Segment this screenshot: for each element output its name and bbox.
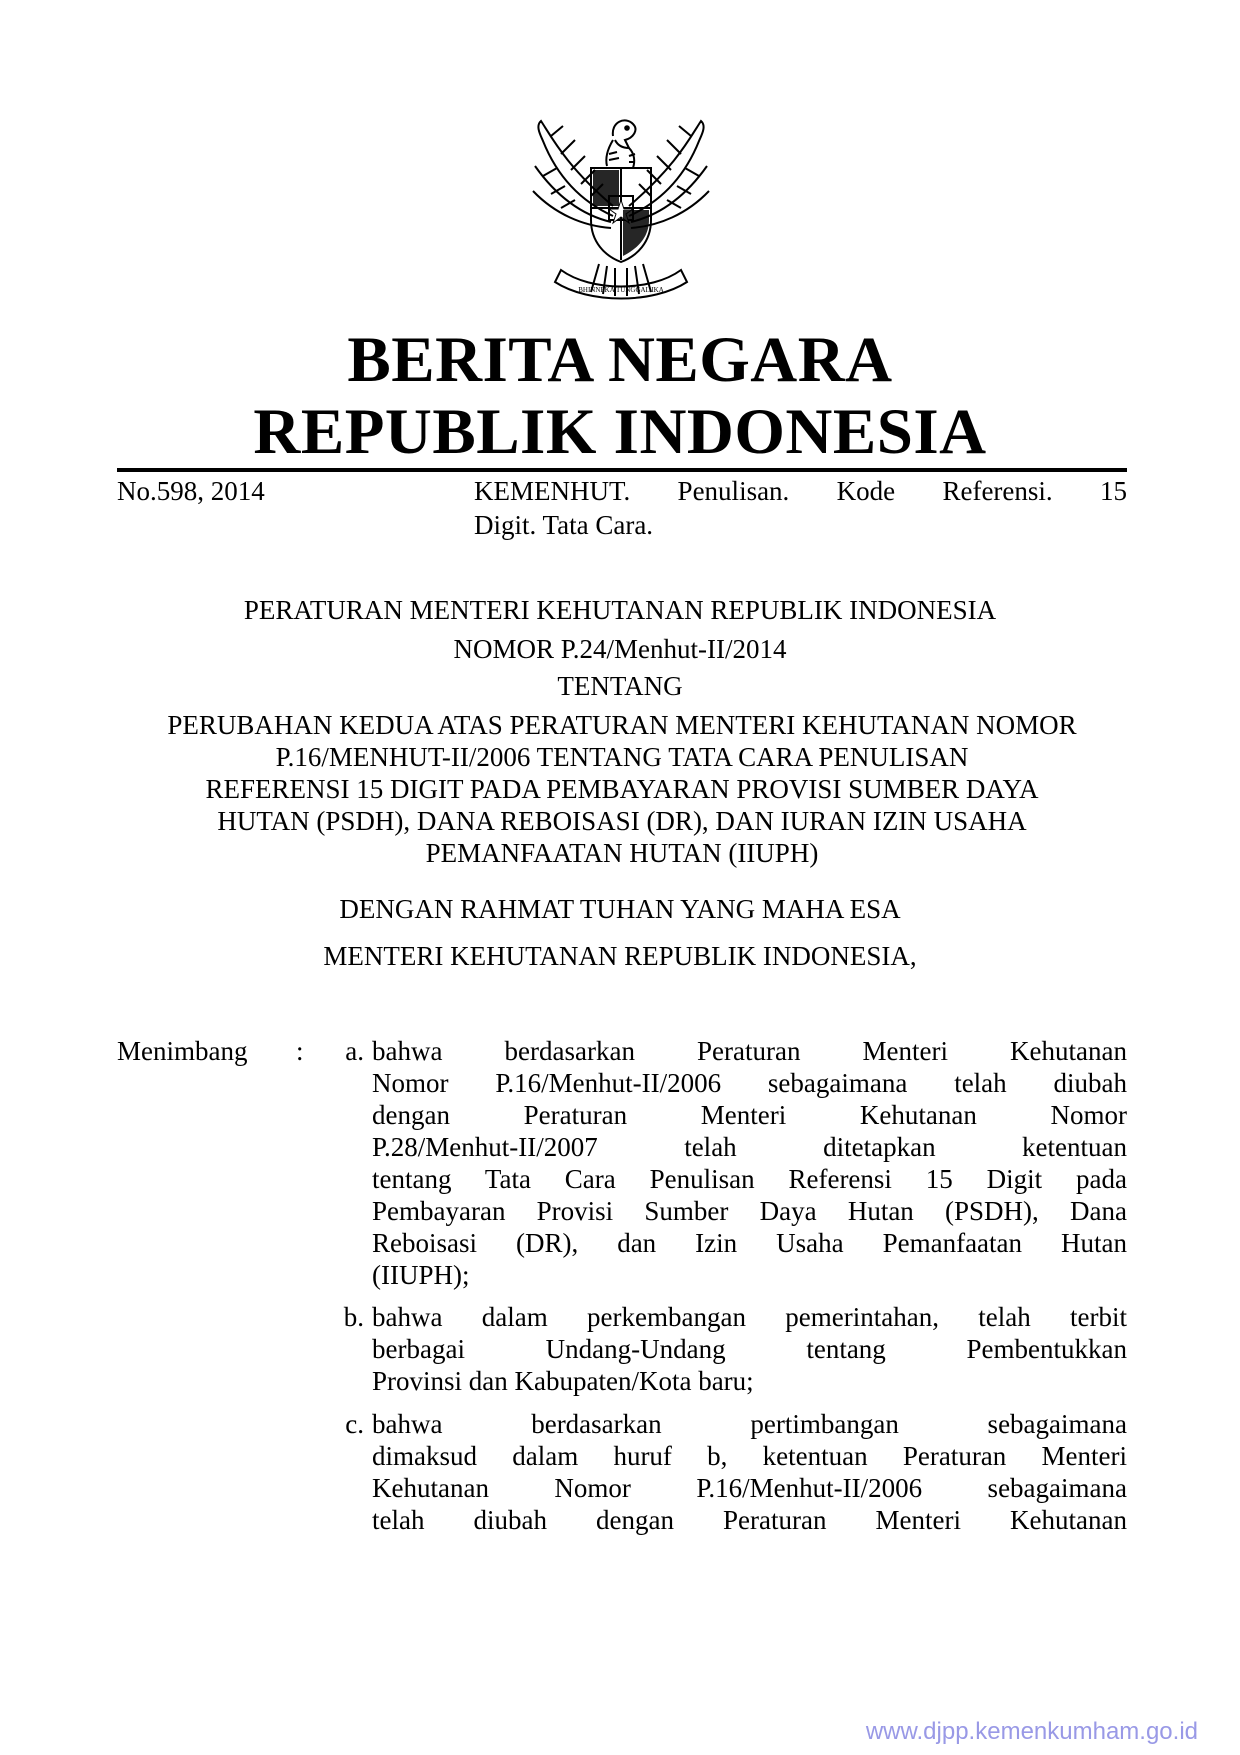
paragraph-line: bahwa dalam perkembangan pemerintahan, telah terbit <box>372 1302 1127 1332</box>
paragraph-line: Reboisasi (DR), dan Izin Usaha Pemanfaatan Hutan <box>372 1228 1127 1258</box>
item-marker: b. <box>343 1302 364 1332</box>
masthead-subtitle: REPUBLIK INDONESIA <box>253 396 987 468</box>
issue-subject-line: KEMENHUT. Penulisan. Kode Referensi. 15 <box>474 476 1127 506</box>
invocation: DENGAN RAHMAT TUHAN YANG MAHA ESA <box>339 894 901 924</box>
paragraph-line: bahwa berdasarkan pertimbangan sebagaimana <box>372 1409 1127 1439</box>
paragraph-line: P.28/Menhut-II/2007 telah ditetapkan ketentuan <box>372 1132 1127 1162</box>
item-marker: c. <box>345 1409 364 1439</box>
consideration-item-a <box>372 1035 1127 1291</box>
paragraph-line: Provinsi dan Kabupaten/Kota baru; <box>372 1366 754 1396</box>
masthead-divider <box>117 468 1127 472</box>
regulation-title-line: P.16/MENHUT-II/2006 TENTANG TATA CARA PENULISAN <box>275 742 969 772</box>
regulation-title-line: PEMANFAATAN HUTAN (IIUPH) <box>425 838 819 868</box>
regulation-title-line: HUTAN (PSDH), DANA REBOISASI (DR), DAN IURAN IZIN USAHA <box>217 806 1027 836</box>
item-marker: a. <box>345 1036 364 1066</box>
regulation-title-line: REFERENSI 15 DIGIT PADA PEMBAYARAN PROVISI SUMBER DAYA <box>205 774 1039 804</box>
considerations-label: Menimbang <box>117 1036 248 1066</box>
paragraph-line: tentang Tata Cara Penulisan Referensi 15 Digit pada <box>372 1164 1127 1194</box>
consideration-item-c <box>372 1408 1127 1536</box>
regulation-number: NOMOR P.24/Menhut-II/2014 <box>453 634 787 664</box>
paragraph-line: Nomor P.16/Menhut-II/2006 sebagaimana telah diubah <box>372 1068 1127 1098</box>
considerations-colon: : <box>296 1036 304 1066</box>
regulation-heading: PERATURAN MENTERI KEHUTANAN REPUBLIK INDONESIA <box>243 595 997 625</box>
paragraph-line: (IIUPH); <box>372 1260 470 1290</box>
paragraph-line: bahwa berdasarkan Peraturan Menteri Kehutanan <box>372 1036 1127 1066</box>
consideration-item-b <box>372 1301 1127 1397</box>
issue-subject <box>474 474 1127 542</box>
garuda-emblem-icon <box>521 96 721 306</box>
issue-number: No.598, 2014 <box>117 476 265 506</box>
regulation-about: TENTANG <box>557 671 683 701</box>
paragraph-line: telah diubah dengan Peraturan Menteri Kehutanan <box>372 1505 1127 1535</box>
paragraph-line: Kehutanan Nomor P.16/Menhut-II/2006 sebagaimana <box>372 1473 1127 1503</box>
emblem-motto: BHINNEKA TUNGGAL IKA <box>578 286 664 294</box>
paragraph-line: dengan Peraturan Menteri Kehutanan Nomor <box>372 1100 1127 1130</box>
paragraph-line: Pembayaran Provisi Sumber Daya Hutan (PSDH), Dana <box>372 1196 1127 1226</box>
regulation-title-line: PERUBAHAN KEDUA ATAS PERATURAN MENTERI KEHUTANAN NOMOR <box>167 710 1077 740</box>
paragraph-line: berbagai Undang-Undang tentang Pembentukkan <box>372 1334 1127 1364</box>
issuer: MENTERI KEHUTANAN REPUBLIK INDONESIA, <box>323 941 917 971</box>
footer-url-link[interactable]: www.djpp.kemenkumham.go.id <box>865 1718 1198 1745</box>
paragraph-line: dimaksud dalam huruf b, ketentuan Peraturan Menteri <box>372 1441 1127 1471</box>
regulation-title <box>117 709 1127 869</box>
masthead-title: BERITA NEGARA <box>347 324 893 396</box>
issue-subject-line: Digit. Tata Cara. <box>474 510 654 540</box>
